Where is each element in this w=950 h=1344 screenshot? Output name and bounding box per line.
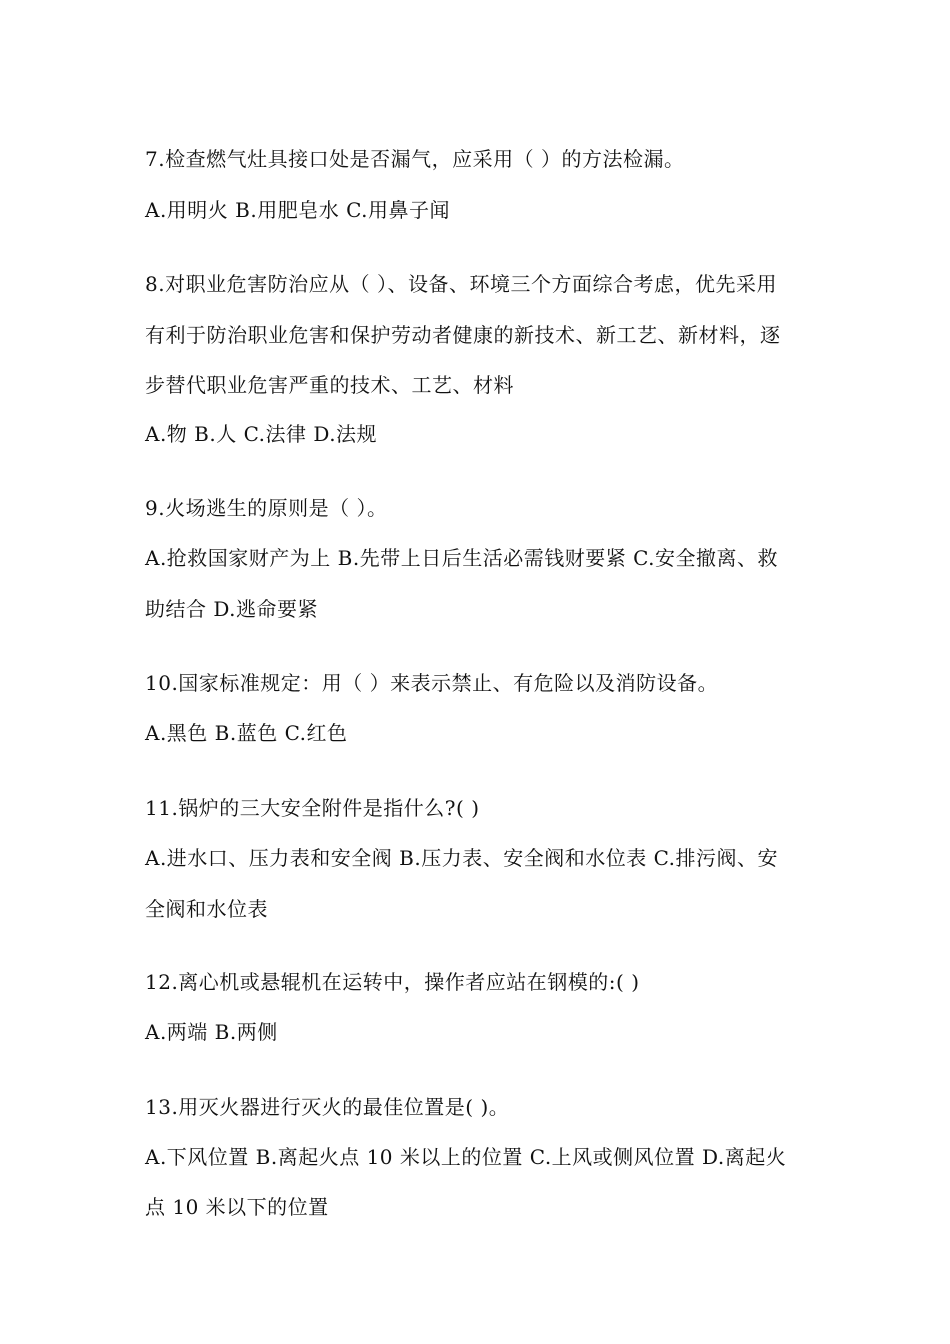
question-10-options-line-1: A.黑色 B.蓝色 C.红色 <box>145 721 348 745</box>
question-13-options-line-2: 点 10 米以下的位置 <box>145 1195 329 1219</box>
question-11-options-line-2: 全阀和水位表 <box>145 897 268 921</box>
question-9-stem-line-1: 9.火场逃生的原则是（ ）。 <box>145 496 388 520</box>
question-11-stem-line-1: 11.锅炉的三大安全附件是指什么?( ) <box>145 796 480 820</box>
question-11-options-line-1: A.进水口、压力表和安全阀 B.压力表、安全阀和水位表 C.排污阀、安 <box>145 846 779 870</box>
question-12-options-line-1: A.两端 B.两侧 <box>145 1020 278 1044</box>
question-8-stem-line-2: 有利于防治职业危害和保护劳动者健康的新技术、新工艺、新材料，逐 <box>145 323 781 347</box>
question-9-options-line-1: A.抢救国家财产为上 B.先带上日后生活必需钱财要紧 C.安全撤离、救 <box>145 546 779 570</box>
question-8-stem-line-1: 8.对职业危害防治应从（ ）、设备、环境三个方面综合考虑，优先采用 <box>145 272 777 296</box>
question-7-options-line-1: A.用明火 B.用肥皂水 C.用鼻子闻 <box>145 198 451 222</box>
question-13-options-line-1: A.下风位置 B.离起火点 10 米以上的位置 C.上风或侧风位置 D.离起火 <box>145 1145 787 1169</box>
question-12-stem-line-1: 12.离心机或悬辊机在运转中，操作者应站在钢模的:( ) <box>145 970 640 994</box>
question-10-stem-line-1: 10.国家标准规定：用（ ）来表示禁止、有危险以及消防设备。 <box>145 671 719 695</box>
question-7-stem-line-1: 7.检查燃气灶具接口处是否漏气，应采用（ ）的方法检漏。 <box>145 147 685 171</box>
question-9-options-line-2: 助结合 D.逃命要紧 <box>145 597 319 621</box>
question-8-stem-line-3: 步替代职业危害严重的技术、工艺、材料 <box>145 373 514 397</box>
question-13-stem-line-1: 13.用灭火器进行灭火的最佳位置是( )。 <box>145 1095 510 1119</box>
question-8-options-line-1: A.物 B.人 C.法律 D.法规 <box>145 422 378 446</box>
